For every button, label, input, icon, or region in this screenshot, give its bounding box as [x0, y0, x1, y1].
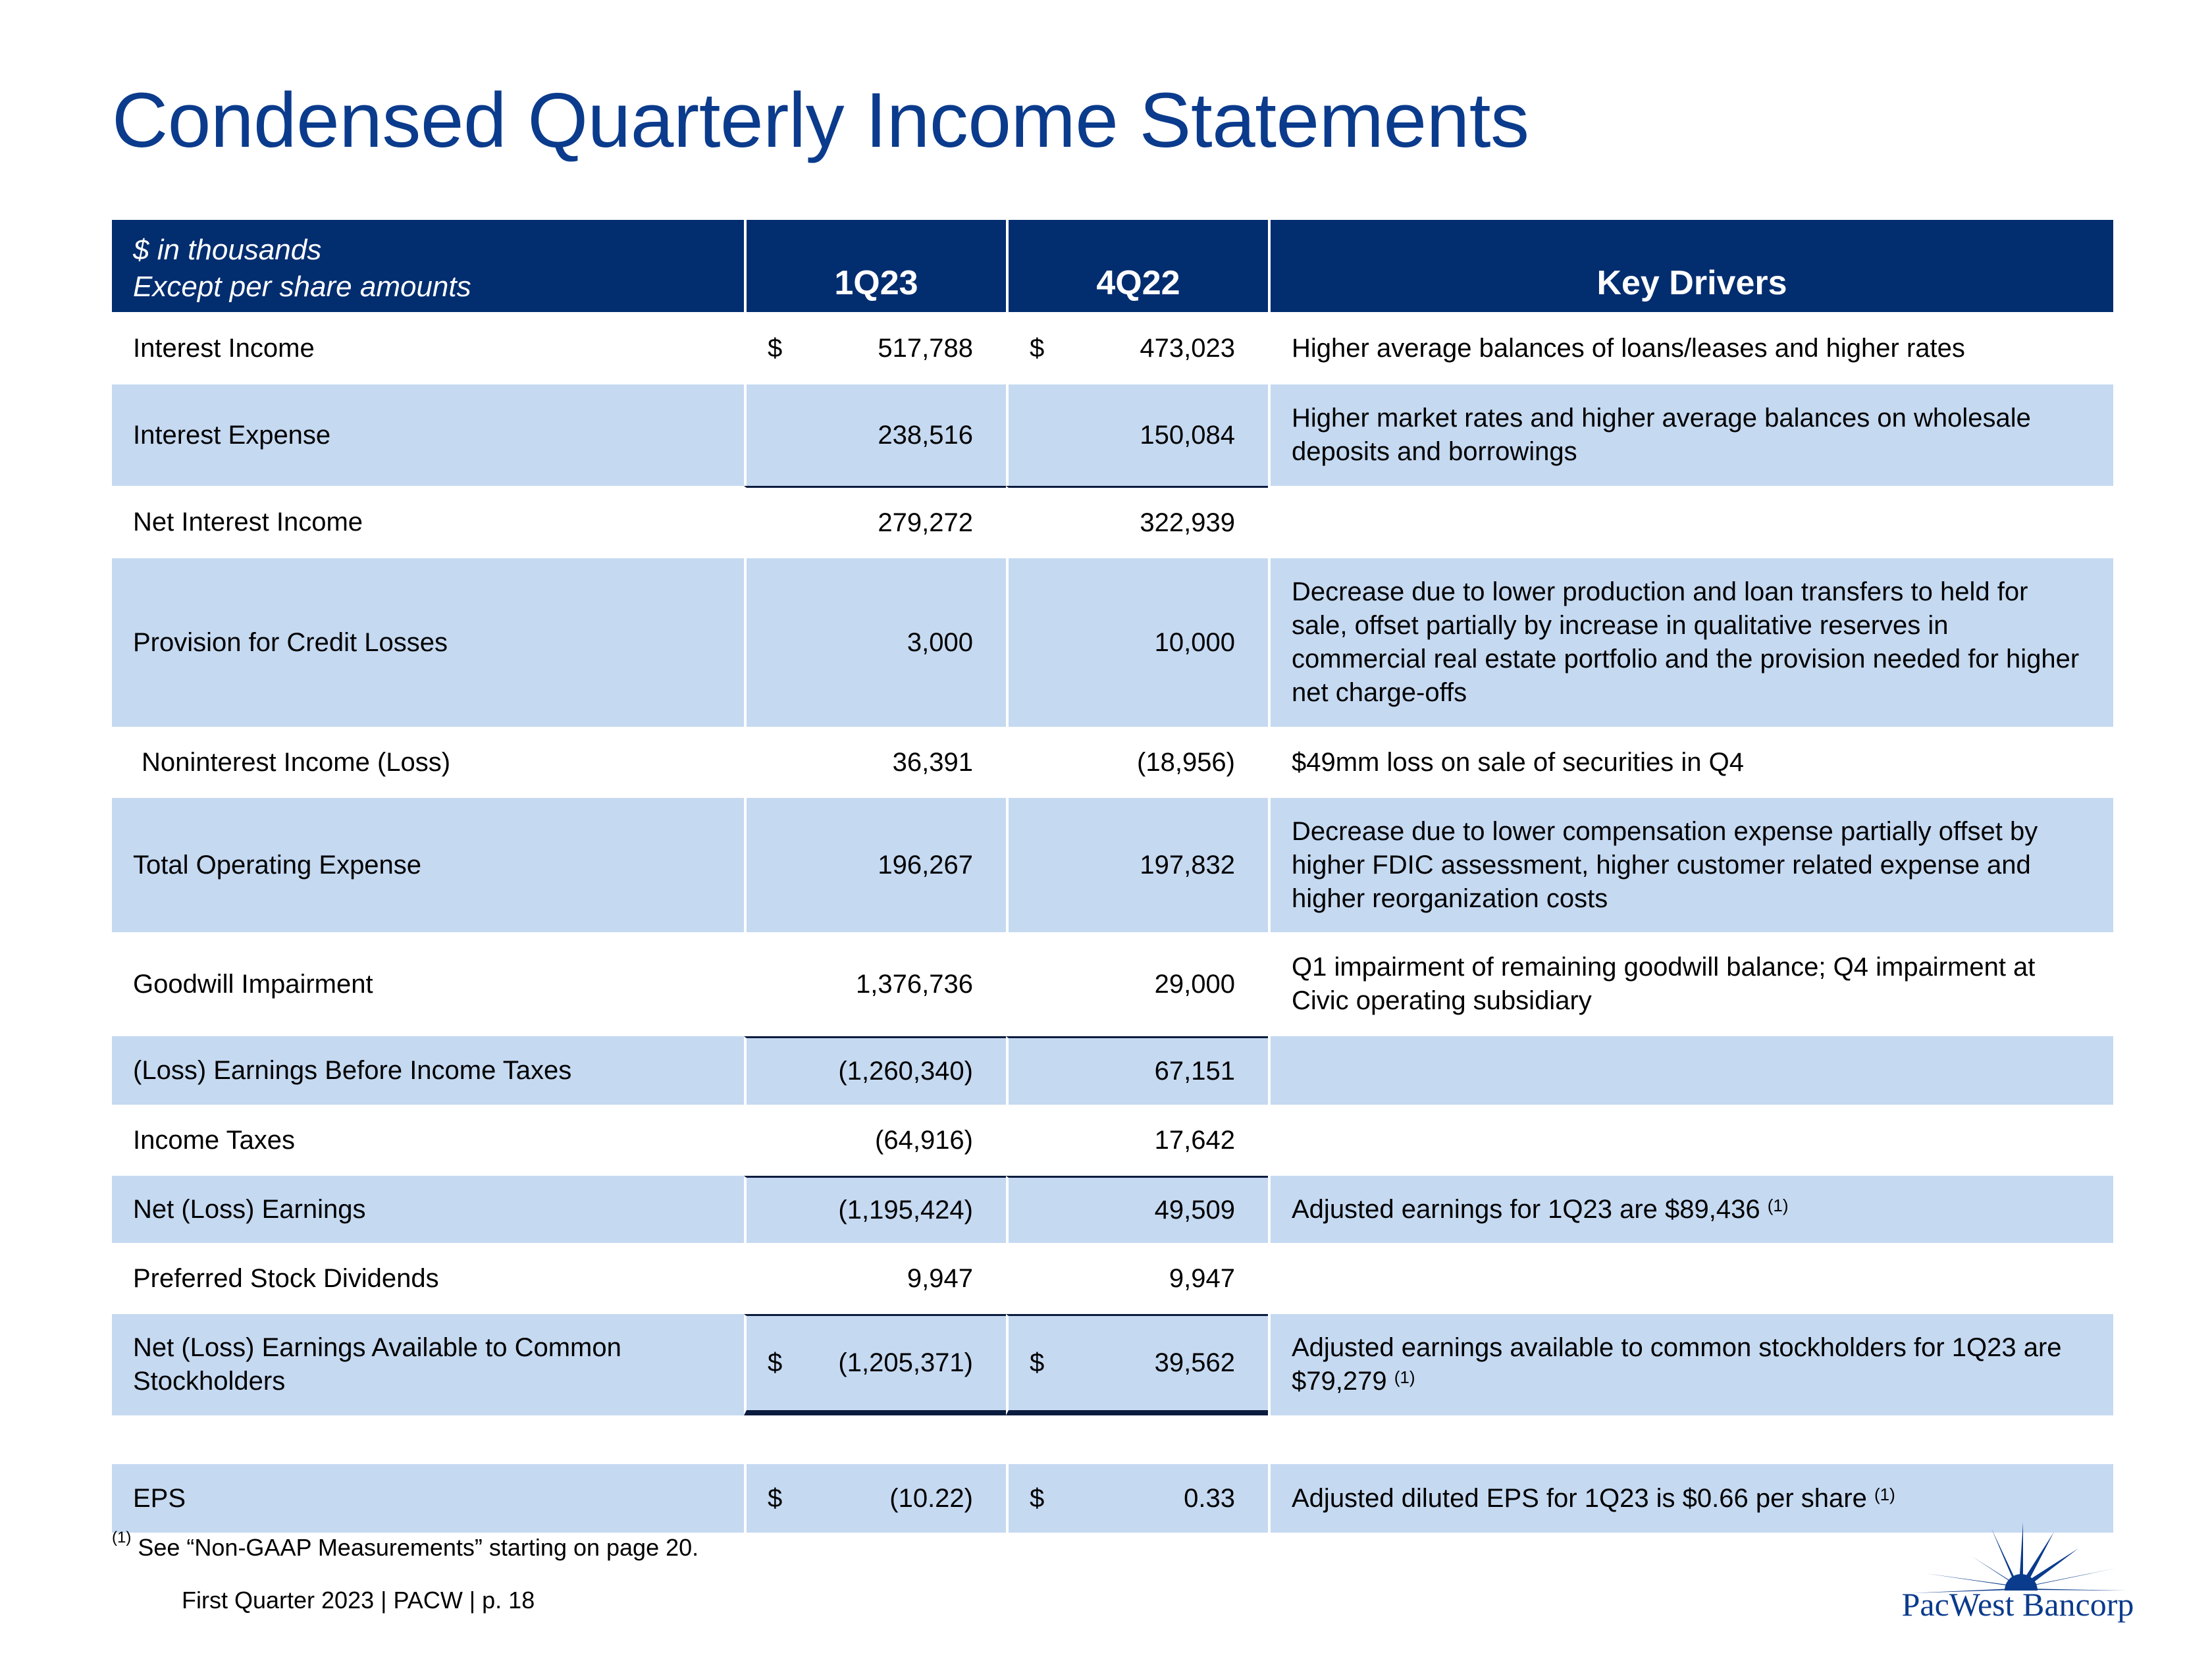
row-label: Net Interest Income: [112, 486, 744, 558]
units-header: [112, 220, 744, 312]
table-row: [112, 312, 2113, 384]
page-title: Condensed Quarterly Income Statements: [112, 77, 1529, 164]
dollar-sign: $: [1030, 1348, 1045, 1377]
table-row: [112, 558, 2113, 727]
dollar-sign: $: [768, 333, 783, 363]
row-label: Net (Loss) Earnings Available to Common Stockholders: [112, 1314, 744, 1415]
row-label: Income Taxes: [112, 1105, 744, 1176]
value-4q22: 10,000: [1006, 558, 1268, 727]
value-1q23: $ (10.22): [744, 1464, 1006, 1533]
key-driver: Adjusted diluted EPS for 1Q23 is $0.66 per share $^{(1)}$: [1268, 1464, 2113, 1533]
column-header-4q22: 4Q22: [1006, 220, 1268, 312]
dollar-sign: $: [1030, 333, 1045, 363]
row-label: Interest Income: [112, 312, 744, 384]
value-1q23: 196,267: [744, 798, 1006, 932]
value-4q22: 197,832: [1006, 798, 1268, 932]
table-row: [112, 1176, 2113, 1243]
table-row: [112, 1464, 2113, 1533]
dollar-sign: $: [1030, 1483, 1045, 1513]
row-label: Net (Loss) Earnings: [112, 1176, 744, 1243]
value-4q22: $ 39,562: [1006, 1314, 1268, 1415]
value-1q23: 9,947: [744, 1243, 1006, 1314]
footnote: [112, 1529, 699, 1562]
value-1q23: 238,516: [744, 384, 1006, 486]
value-4q22: 49,509: [1006, 1176, 1268, 1243]
dollar-sign: $: [768, 1348, 783, 1377]
units-line-2: Except per share amounts: [133, 271, 471, 303]
footnote-marker: (1): [1394, 1367, 1415, 1387]
key-driver: $49mm loss on sale of securities in Q4: [1268, 727, 2113, 798]
table-header-row: [112, 220, 2113, 312]
key-driver: [1268, 1036, 2113, 1105]
table-row: [112, 932, 2113, 1036]
logo-wordmark: PacWest Bancorp: [1901, 1586, 2134, 1623]
row-label: EPS: [112, 1464, 744, 1533]
key-driver: Q1 impairment of remaining goodwill balance; Q4 impairment at Civic operating subsidiary: [1268, 932, 2113, 1036]
row-label: (Loss) Earnings Before Income Taxes: [112, 1036, 744, 1105]
table-row: [112, 1036, 2113, 1105]
value-4q22: 322,939: [1006, 486, 1268, 558]
page-reference: First Quarter 2023 | PACW | p. 18: [182, 1587, 535, 1614]
value-4q22: 9,947: [1006, 1243, 1268, 1314]
value-4q22: (18,956): [1006, 727, 1268, 798]
value-1q23: 1,376,736: [744, 932, 1006, 1036]
footnote-number: (1): [112, 1529, 132, 1546]
value-4q22: 29,000: [1006, 932, 1268, 1036]
table-spacer: [112, 1415, 2113, 1464]
value-4q22: $ 0.33: [1006, 1464, 1268, 1533]
value-1q23: (1,260,340): [744, 1036, 1006, 1105]
column-header-1q23: 1Q23: [744, 220, 1006, 312]
footnote-marker: (1): [1874, 1484, 1895, 1504]
table-row: [112, 727, 2113, 798]
key-driver: [1268, 1105, 2113, 1176]
row-label: Interest Expense: [112, 384, 744, 486]
row-label: Total Operating Expense: [112, 798, 744, 932]
table-row: [112, 1243, 2113, 1314]
dollar-sign: $: [768, 1483, 783, 1513]
value-4q22: 67,151: [1006, 1036, 1268, 1105]
value-1q23: $ (1,205,371): [744, 1314, 1006, 1415]
key-driver: [1268, 486, 2113, 558]
key-driver: Decrease due to lower production and loan transfers to held for sale, offset partially by increase in qualitative reserves in commercial real estate portfolio and the provision needed for higher net charge-offs: [1268, 558, 2113, 727]
value-1q23: 36,391: [744, 727, 1006, 798]
value-1q23: (64,916): [744, 1105, 1006, 1176]
income-statement-table: [112, 220, 2113, 1533]
value-1q23: 3,000: [744, 558, 1006, 727]
key-driver: Decrease due to lower compensation expense partially offset by higher FDIC assessment, higher customer related expense and higher reorganization costs: [1268, 798, 2113, 932]
row-label: Provision for Credit Losses: [112, 558, 744, 727]
row-label: Goodwill Impairment: [112, 932, 744, 1036]
key-driver: Adjusted earnings available to common stockholders for 1Q23 are $79,279 $^{(1)}$: [1268, 1314, 2113, 1415]
value-4q22: 17,642: [1006, 1105, 1268, 1176]
value-4q22: $ 473,023: [1006, 312, 1268, 384]
table-row: [112, 1314, 2113, 1415]
key-driver: Higher market rates and higher average balances on wholesale deposits and borrowings: [1268, 384, 2113, 486]
row-label: Preferred Stock Dividends: [112, 1243, 744, 1314]
table-row: [112, 486, 2113, 558]
value-4q22: 150,084: [1006, 384, 1268, 486]
footnote-text: See “Non-GAAP Measurements” starting on page 20.: [138, 1534, 699, 1561]
value-1q23: (1,195,424): [744, 1176, 1006, 1243]
value-1q23: $ 517,788: [744, 312, 1006, 384]
table-row: [112, 1105, 2113, 1176]
units-line-1: $ in thousands: [133, 234, 322, 266]
table-row: [112, 384, 2113, 486]
key-driver: [1268, 1243, 2113, 1314]
row-label: Noninterest Income (Loss): [112, 727, 744, 798]
table-row: [112, 798, 2113, 932]
column-header-key-drivers: Key Drivers: [1268, 220, 2113, 312]
footnote-marker: (1): [1767, 1195, 1789, 1215]
key-driver: Higher average balances of loans/leases and higher rates: [1268, 312, 2113, 384]
value-1q23: 279,272: [744, 486, 1006, 558]
key-driver: Adjusted earnings for 1Q23 are $89,436 $^{(1)}$: [1268, 1176, 2113, 1243]
